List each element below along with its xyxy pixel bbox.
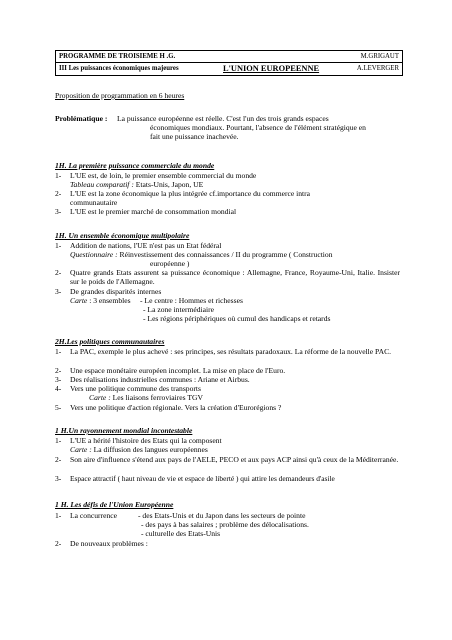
s2-carte-item-1: - Le centre : Hommes et richesses — [140, 296, 243, 305]
s3-item-5-num: 5- — [55, 403, 62, 412]
s5-item-2: De nouveaux problèmes : — [70, 539, 148, 548]
s3-item-4: Vers une politique commune des transports — [70, 384, 201, 393]
s3-item-2-num: 2- — [55, 366, 62, 375]
problematique-line-3: fait une puissance inachevée. — [150, 132, 239, 141]
s4-item-1-num: 1- — [55, 436, 62, 445]
header-chapter: III Les puissances économiques majeures — [59, 65, 179, 72]
s2-item-3-num: 3- — [55, 287, 62, 296]
s2-questionnaire-b: européenne ) — [150, 259, 190, 268]
s2-questionnaire: Questionnaire : Réinvestissement des connaissances / II du programme ( Construction — [70, 250, 333, 259]
section-2-title: 1H. Un ensemble économique multipolaire — [55, 231, 190, 240]
s4-item-3-num: 3- — [55, 474, 62, 483]
s3-item-1-num: 1- — [55, 347, 62, 356]
problematique-label: Problématique : — [55, 114, 108, 123]
header-program: PROGRAMME DE TROISIEME H .G. — [59, 53, 176, 60]
s2-item-3: De grandes disparités internes — [70, 287, 162, 296]
s5-detail-1: - des Etats-Unis et du Japon dans les secteurs de pointe — [138, 511, 306, 520]
s1-item-3: L'UE est le premier marché de consommation mondial — [70, 207, 237, 216]
header-author-2: A.LEVERGER — [356, 65, 399, 72]
s3-item-4-num: 4- — [55, 384, 62, 393]
proposition-line: Proposition de programmation en 6 heures — [55, 91, 185, 100]
s2-item-1-num: 1- — [55, 241, 62, 250]
section-5-title: 1 H. Les défis de l'Union Européenne — [55, 500, 174, 509]
s3-item-1: La PAC, exemple le plus achevé : ses principes, ses résultats paradoxaux. La réforme de la nouvelle PAC. — [70, 347, 392, 356]
s4-item-3: Espace attractif ( haut niveau de vie et espace de liberté ) qui attire les demandeurs d'asile — [70, 474, 335, 483]
s3-item-5: Vers une politique d'action régionale. Vers la création d'Eurorégions ? — [70, 403, 282, 412]
s1-item-1: L'UE est, de loin, le premier ensemble commercial du monde — [70, 171, 257, 180]
s4-item-2-num: 2- — [55, 455, 62, 464]
s4-item-1: L'UE a hérité l'histoire des Etats qui la composent — [70, 436, 222, 445]
s5-detail-2: - des pays à bas salaires ; problème des délocalisations. — [141, 520, 309, 529]
s2-item-2-num: 2- — [55, 268, 62, 277]
document-header — [55, 50, 403, 76]
s1-item-1-num: 1- — [55, 171, 62, 180]
s1-item-2-num: 2- — [55, 189, 62, 198]
s3-item-2: Une espace monétaire européen incomplet. La mise en place de l'Euro. — [70, 366, 286, 375]
problematique-line-1: La puissance européenne est réelle. C'est l'un des trois grands espaces — [117, 114, 329, 123]
s5-detail-3: - culturelle des Etats-Unis — [141, 529, 221, 538]
section-3-title: 2H.Les politiques communautaires — [55, 337, 165, 346]
section-4-title: 1 H.Un rayonnement mondial incontestable — [55, 426, 193, 435]
problematique-line-2: économiques mondiaux. Pourtant, l'absence de l'élément stratégique en — [150, 123, 366, 132]
s2-carte-item-2: - La zone intermédiaire — [143, 305, 215, 314]
s3-item-3: Des réalisations industrielles communes : Ariane et Airbus. — [70, 375, 250, 384]
s2-item-2: Quatre grands Etats assurent sa puissance économique : Allemagne, France, Royaume-Uni, Italie. Insister sur le poids de l'Allemagne. — [70, 268, 400, 286]
s3-item-3-num: 3- — [55, 375, 62, 384]
s2-item-1: Addition de nations, l'UE n'est pas un Etat fédéral — [70, 241, 222, 250]
s4-carte: Carte : La diffusion des langues européennes — [70, 445, 208, 454]
s2-carte-item-3: - Les régions périphériques où cumul des handicaps et retards — [143, 314, 331, 323]
s1-item-3-num: 3- — [55, 207, 62, 216]
s1-item-2-a: L'UE est la zone économique la plus intégrée cf.importance du commerce intra — [70, 189, 311, 198]
header-author-1: M.GRIGAUT — [360, 53, 399, 60]
s2-carte: Carte : 3 ensembles — [70, 296, 131, 305]
s5-item-1-num: 1- — [55, 511, 62, 520]
header-divider — [56, 62, 402, 63]
section-1-title: 1H. La première puissance commerciale du monde — [55, 161, 215, 170]
s5-item-2-num: 2- — [55, 539, 62, 548]
s3-carte: Carte : Les liaisons ferroviaires TGV — [89, 393, 203, 402]
s5-item-1: La concurrence — [70, 511, 118, 520]
s4-item-2: Son aire d'influence s'étend aux pays de l'AELE, PECO et aux pays ACP ainsi qu'à ceux de la Méditerranée. — [70, 455, 399, 464]
s1-item-2-b: communautaire — [70, 198, 118, 207]
header-title: L'UNION EUROPEENNE — [223, 64, 320, 73]
s1-item-1-sub: Tableau comparatif : Etats-Unis, Japon, UE — [70, 180, 204, 189]
